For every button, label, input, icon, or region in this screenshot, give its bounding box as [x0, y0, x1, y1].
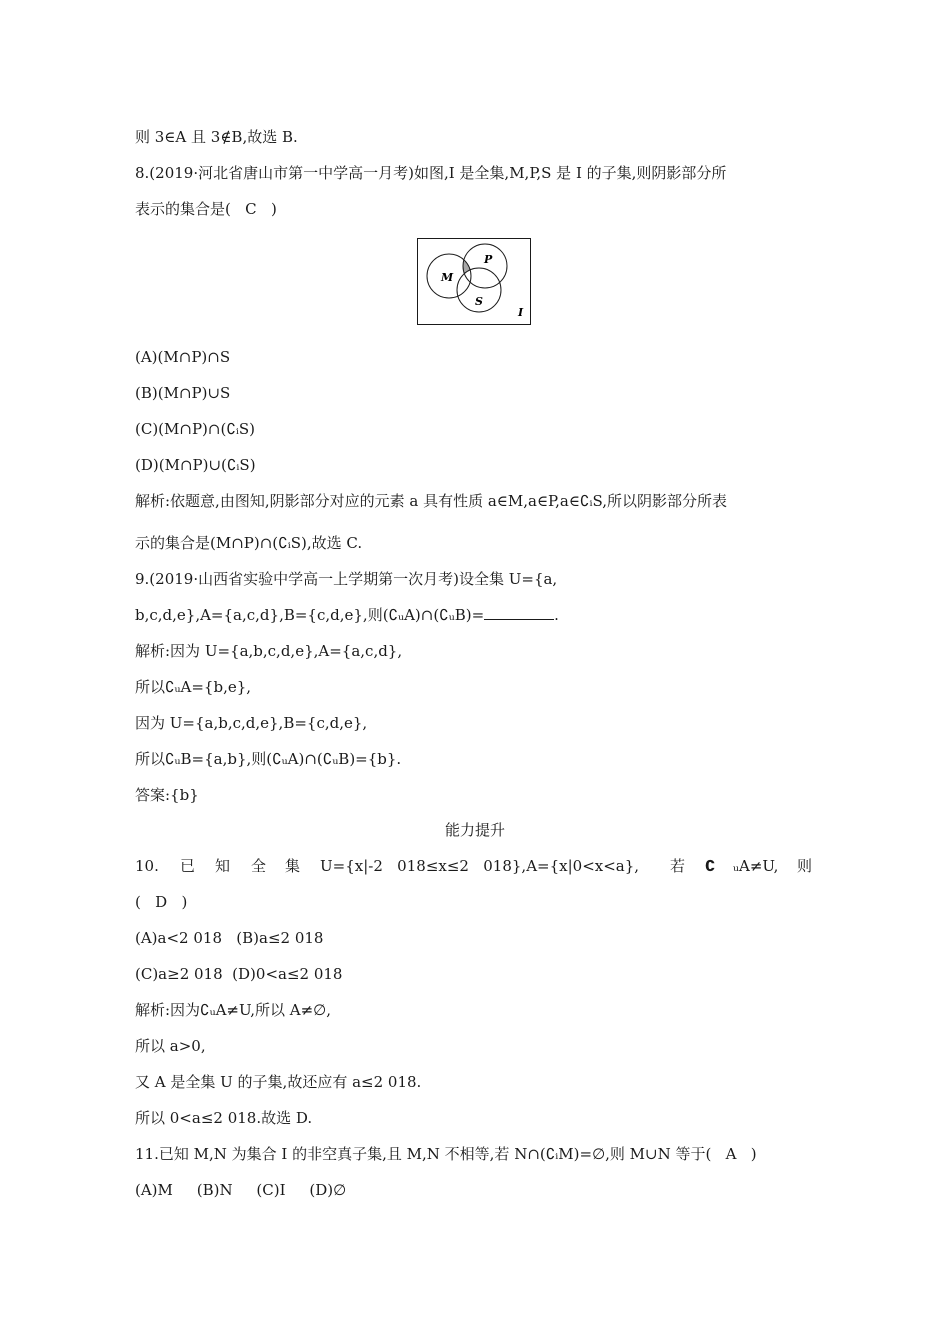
solution-10-line2: 所以 a>0, — [135, 1037, 206, 1055]
question-8-stem: 8.(2019·河北省唐山市第一中学高一月考)如图,I 是全集,M,P,S 是 I 的子集,则阴影部分所 — [135, 164, 727, 182]
answer-blank — [484, 605, 554, 620]
options-10-AB: (A)a<2 018 (B)a≤2 018 — [135, 929, 324, 947]
solution-10-line3: 又 A 是全集 U 的子集,故还应有 a≤2 018. — [135, 1073, 422, 1091]
label-P: P — [484, 253, 493, 266]
label-M: M — [441, 271, 454, 284]
section-heading: 能力提升 — [444, 821, 505, 839]
label-S: S — [475, 295, 483, 308]
solution-9-line4: 所以∁ᵤB={a,b},则(∁ᵤA)∩(∁ᵤB)={b}. — [135, 750, 402, 768]
question-9-stem-cont: b,c,d,e},A={a,c,d},B={c,d,e},则(∁ᵤA)∩(∁ᵤB)= . — [135, 606, 559, 624]
option-D: (D)(M∩P)∪(∁ᵢS) — [135, 456, 256, 474]
solution-8-line1: 解析:依题意,由图知,阴影部分对应的元素 a 具有性质 a∈M,a∈P,a∈∁ᵢS,所以阴影部分所表 — [135, 492, 727, 510]
label-I: I — [518, 306, 524, 319]
option-A: (A)(M∩P)∩S — [135, 348, 231, 366]
text-line: 则 3∈A 且 3∉B,故选 B. — [135, 128, 298, 146]
solution-8-line2: 示的集合是(M∩P)∩(∁ᵢS),故选 C. — [135, 534, 363, 552]
solution-9-line3: 因为 U={a,b,c,d,e},B={c,d,e}, — [135, 714, 368, 732]
question-11-stem: 11.已知 M,N 为集合 I 的非空真子集,且 M,N 不相等,若 N∩(∁ᵢM)=∅,则 M∪N 等于( A ) — [135, 1145, 757, 1163]
solution-9-line2: 所以∁ᵤA={b,e}, — [135, 678, 252, 696]
question-9-stem: 9.(2019·山西省实验中学高一上学期第一次月考)设全集 U={a, — [135, 570, 558, 588]
solution-9-line1: 解析:因为 U={a,b,c,d,e},A={a,c,d}, — [135, 642, 403, 660]
solution-10-line4: 所以 0<a≤2 018.故选 D. — [135, 1109, 313, 1127]
options-11: (A)M (B)N (C)I (D)∅ — [135, 1181, 347, 1199]
option-B: (B)(M∩P)∪S — [135, 384, 231, 402]
question-8-stem-cont: 表示的集合是( C ) — [135, 200, 277, 218]
question-10-answer: ( D ) — [135, 893, 188, 911]
solution-10-line1: 解析:因为∁ᵤA≠U,所以 A≠∅, — [135, 1001, 332, 1019]
option-C: (C)(M∩P)∩(∁ᵢS) — [135, 420, 256, 438]
venn-diagram — [417, 238, 531, 325]
options-10-CD: (C)a≥2 018 (D)0<a≤2 018 — [135, 965, 343, 983]
answer-9: 答案:{b} — [135, 786, 199, 804]
